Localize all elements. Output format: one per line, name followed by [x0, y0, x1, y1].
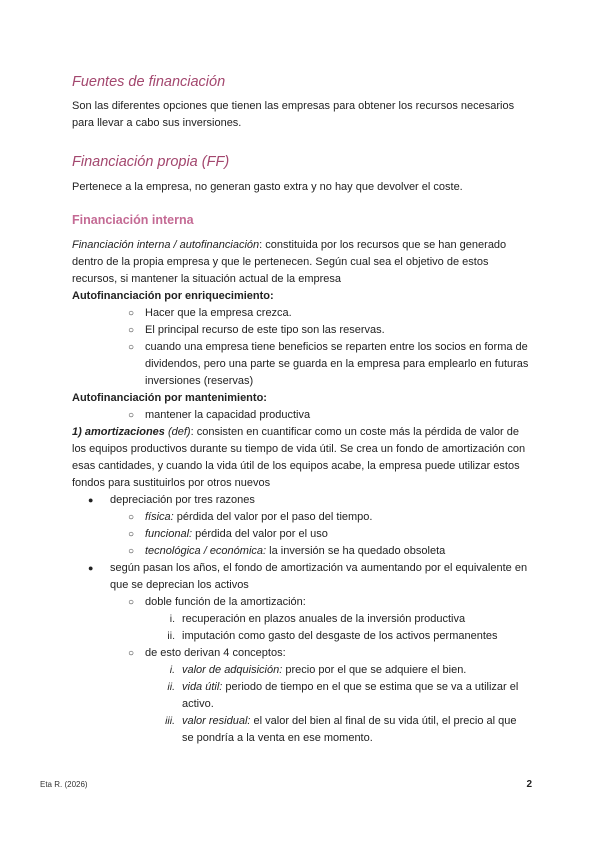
- list-item: [145, 526, 530, 543]
- circle-bullet-icon: ○: [128, 529, 135, 540]
- term-text: el valor del bien al final de su vida útil, el precio al que se pondría a la venta en ese momento.: [182, 715, 517, 744]
- interna-definition: : constituida por los recursos que se han generado dentro de la propia empresa y que le pertenecen. Según cual sea el objetivo de estos recursos, si mantener la situación actual de la empresa: [72, 239, 507, 285]
- paragraph-amortizaciones: [72, 424, 532, 492]
- circle-bullet-icon: ○: [128, 648, 135, 659]
- term-text: la inversión se ha quedado obsoleta: [266, 545, 446, 557]
- page-number: 2: [526, 779, 532, 790]
- term-autofinanciacion: Financiación interna / autofinanciación: [72, 239, 260, 251]
- amortizaciones-label: 1) amortizaciones: [72, 426, 165, 438]
- circle-bullet-icon: ○: [128, 546, 135, 557]
- term-text: precio por el que se adquiere el bien.: [282, 664, 467, 676]
- term-text: pérdida del valor por el uso: [192, 528, 328, 540]
- circle-bullet-icon: ○: [128, 342, 135, 353]
- circle-bullet-icon: ○: [128, 512, 135, 523]
- roman-numeral: ii.: [167, 630, 175, 642]
- list-item: El principal recurso de este tipo son las reservas.: [145, 324, 385, 336]
- enriquecimiento-title: Autofinanciación por enriquecimiento:: [72, 290, 274, 302]
- term: valor residual:: [182, 715, 251, 727]
- circle-bullet-icon: ○: [128, 410, 135, 421]
- paragraph-propia: Pertenece a la empresa, no generan gasto extra y no hay que devolver el coste.: [72, 181, 463, 193]
- term: funcional:: [145, 528, 193, 540]
- list-item: [145, 509, 530, 526]
- circle-bullet-icon: ○: [128, 325, 135, 336]
- term-text: pérdida del valor por el paso del tiempo.: [173, 511, 373, 523]
- term: vida útil:: [182, 681, 223, 693]
- list-item: [182, 679, 527, 713]
- circle-bullet-icon: ○: [128, 597, 135, 608]
- depreciacion-title: depreciación por tres razones: [110, 494, 255, 506]
- roman-numeral: i.: [169, 613, 175, 625]
- list-item: [182, 713, 527, 747]
- footer-author: Eta R. (2026): [40, 780, 88, 789]
- term: valor de adquisición:: [182, 664, 283, 676]
- disc-bullet-icon: ●: [88, 563, 94, 573]
- conceptos-title: de esto derivan 4 conceptos:: [145, 647, 286, 659]
- circle-bullet-icon: ○: [128, 308, 135, 319]
- list-item: cuando una empresa tiene beneficios se reparten entre los socios en forma de dividendos, pero una parte se guarda en la empresa para emplearlo en futuras inversiones (reservas): [145, 341, 529, 387]
- term: tecnológica / económica:: [145, 545, 267, 557]
- heading-fuentes: Fuentes de financiación: [72, 74, 226, 90]
- list-item: [145, 543, 530, 560]
- fondo-text: según pasan los años, el fondo de amortización va aumentando por el equivalente en que se deprecian los activos: [110, 562, 528, 591]
- mantenimiento-title: Autofinanciación por mantenimiento:: [72, 392, 267, 404]
- list-item: [182, 662, 532, 679]
- list-item: recuperación en plazos anuales de la inversión productiva: [182, 613, 466, 625]
- heading-financiacion-interna: Financiación interna: [72, 213, 194, 227]
- term-text: periodo de tiempo en el que se estima que se va a utilizar el activo.: [182, 681, 519, 710]
- disc-bullet-icon: ●: [88, 495, 94, 505]
- doble-title: doble función de la amortización:: [145, 596, 306, 608]
- list-item: Hacer que la empresa crezca.: [145, 307, 292, 319]
- amortizaciones-def: (def): [164, 426, 191, 438]
- term: física:: [145, 511, 174, 523]
- roman-numeral: iii.: [165, 715, 175, 727]
- list-item: mantener la capacidad productiva: [145, 409, 311, 421]
- list-item: imputación como gasto del desgaste de los activos permanentes: [182, 630, 498, 642]
- heading-financiacion-propia: Financiación propia (FF): [72, 154, 230, 170]
- amortizaciones-text: : consisten en cuantificar como un coste más la pérdida de valor de los equipos productivos durante su tiempo de vida útil. Se crea un fondo de amortización con esas cantidades, y cuando la vida útil de los equipos acabe, la empresa puede utilizar estos fondos para sustituirlos por otros nuevos: [72, 426, 526, 489]
- paragraph-fuentes: Son las diferentes opciones que tienen las empresas para obtener los recursos necesarios para llevar a cabo sus inversiones.: [72, 100, 515, 129]
- roman-numeral: ii.: [167, 681, 175, 693]
- paragraph-interna: [72, 237, 532, 288]
- roman-numeral: i.: [169, 664, 175, 676]
